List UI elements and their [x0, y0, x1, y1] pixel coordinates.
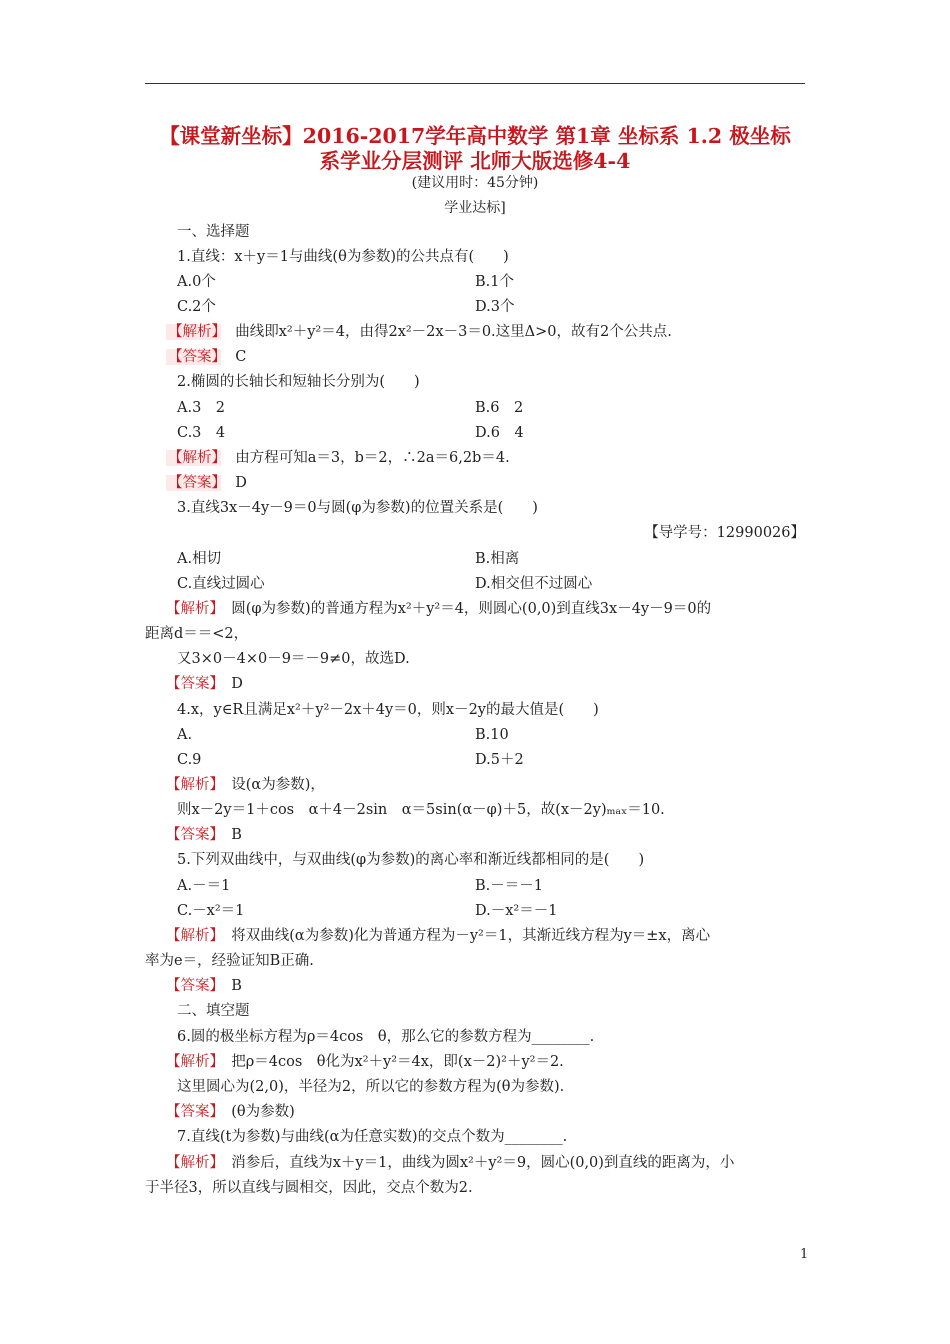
title-line-2: 系学业分层测评 北师大版选修4-4	[319, 149, 631, 173]
q5-analysis: 【解析】 将双曲线(α为参数)化为普通方程为－y²＝1，其渐近线方程为y＝±x，离心	[166, 928, 711, 944]
page-number: 1	[800, 1247, 809, 1262]
q3-stem: 3.直线3x－4y－9＝0与圆(φ为参数)的位置关系是( )	[177, 500, 538, 516]
q1-analysis: 【解析】 曲线即x²＋y²＝4，由得2x²－2x－3＝0.这里Δ>0，故有2个公共点.	[168, 324, 672, 340]
q3-code: 【导学号：12990026】	[644, 525, 805, 541]
q7-stem: 7.直线(t为参数)与曲线(α为任意实数)的交点个数为________.	[177, 1129, 568, 1145]
q4-opt-c: C.9	[177, 752, 202, 768]
part1-heading: 一、选择题	[177, 224, 250, 240]
q3-analysis: 【解析】 圆(φ为参数)的普通方程为x²＋y²＝4，则圆心(0,0)到直线3x－4y－9＝0的	[166, 601, 712, 617]
q2-opt-c: C.3 4	[177, 425, 226, 441]
q3-analysis-2: 距离d＝＝<2，	[145, 626, 249, 642]
q3-opt-d: D.相交但不过圆心	[475, 576, 593, 592]
time-hint: (建议用时：45分钟)	[411, 175, 539, 191]
q5-opt-b: B.－＝－1	[475, 878, 543, 894]
header-rule	[145, 83, 805, 84]
q4-opt-d: D.5＋2	[475, 752, 524, 768]
q4-opt-b: B.10	[475, 727, 509, 743]
q6-analysis-2: 这里圆心为(2,0)，半径为2，所以它的参数方程为(θ为参数).	[177, 1079, 565, 1095]
q5-stem: 5.下列双曲线中，与双曲线(φ为参数)的离心率和渐近线都相同的是( )	[177, 852, 645, 868]
q3-answer: 【答案】 D	[166, 676, 243, 692]
q1-stem: 1.直线：x＋y＝1与曲线(θ为参数)的公共点有( )	[177, 249, 509, 265]
q3-opt-a: A.相切	[177, 551, 222, 567]
q5-opt-d: D.－x²＝－1	[475, 903, 558, 919]
q2-opt-d: D.6 4	[475, 425, 524, 441]
q1-opt-a: A.0个	[177, 274, 216, 290]
q1-opt-d: D.3个	[475, 299, 515, 315]
analysis-label: 【解析】	[168, 324, 219, 340]
q2-stem: 2.椭圆的长轴长和短轴长分别为( )	[177, 374, 420, 390]
q5-opt-c: C.－x²＝1	[177, 903, 245, 919]
page-title	[145, 124, 805, 174]
title-line-1: 【课堂新坐标】2016-2017学年高中数学 第1章 坐标系 1.2 极坐标	[159, 124, 791, 148]
q5-opt-a: A.－＝1	[177, 878, 231, 894]
part2-heading: 二、填空题	[177, 1003, 250, 1019]
q3-analysis-3: 又3×0－4×0－9＝－9≠0，故选D.	[177, 651, 410, 667]
q6-answer: 【答案】 (θ为参数)	[166, 1104, 295, 1120]
q2-answer: 【答案】 D	[168, 475, 247, 491]
section-title: 学业达标]	[444, 200, 506, 216]
q4-analysis-2: 则x－2y＝1＋cos α＋4－2sin α＝5sin(α－φ)＋5，故(x－2y)ₘₐₓ＝10.	[177, 802, 665, 818]
q6-stem: 6.圆的极坐标方程为ρ＝4cos θ，那么它的参数方程为________.	[177, 1029, 595, 1045]
q2-opt-a: A.3 2	[177, 400, 226, 416]
q1-opt-c: C.2个	[177, 299, 216, 315]
q5-answer: 【答案】 B	[166, 978, 242, 994]
q4-answer: 【答案】 B	[166, 827, 242, 843]
answer-label: 【答案】	[168, 349, 219, 365]
q7-analysis: 【解析】 消参后，直线为x＋y＝1，曲线为圆x²＋y²＝9，圆心(0,0)到直线的距离为，小	[166, 1155, 735, 1171]
q6-analysis: 【解析】 把ρ＝4cos θ化为x²＋y²＝4x，即(x－2)²＋y²＝2.	[166, 1054, 564, 1070]
q3-opt-b: B.相离	[475, 551, 520, 567]
q7-analysis-2: 于半径3，所以直线与圆相交，因此，交点个数为2.	[145, 1180, 473, 1196]
q1-answer: 【答案】 C	[168, 349, 247, 365]
q3-opt-c: C.直线过圆心	[177, 576, 265, 592]
q4-analysis: 【解析】 设(α为参数)，	[166, 777, 325, 793]
q4-opt-a: A.	[177, 727, 193, 743]
q1-opt-b: B.1个	[475, 274, 514, 290]
q5-analysis-2: 率为e＝，经验证知B正确.	[145, 953, 314, 969]
q2-opt-b: B.6 2	[475, 400, 524, 416]
q4-stem: 4.x，y∈R且满足x²＋y²－2x＋4y＝0，则x－2y的最大值是( )	[177, 702, 599, 718]
q2-analysis: 【解析】 由方程可知a＝3，b＝2，∴2a＝6,2b＝4.	[168, 450, 510, 466]
